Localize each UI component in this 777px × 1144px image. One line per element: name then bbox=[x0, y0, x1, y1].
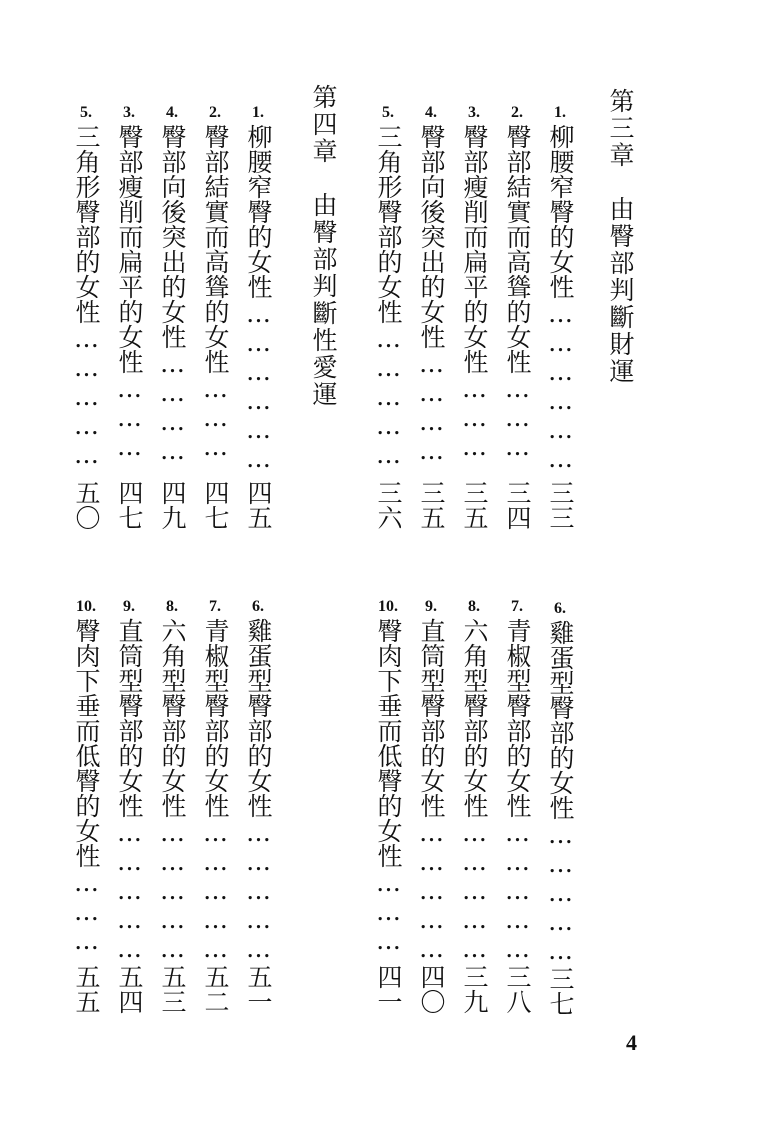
toc-entry[interactable]: 2. 臀部結實而高聳的女性……… 四七 bbox=[201, 104, 230, 530]
toc-entry[interactable]: 10. 臀肉下垂而低臀的女性……… 五五 bbox=[72, 598, 101, 1014]
toc-entry[interactable]: 9. 直筒型臀部的女性…………… 五四 bbox=[115, 598, 144, 1014]
toc-entry[interactable]: 7. 青椒型臀部的女性…………… 五二 bbox=[201, 598, 230, 1014]
toc-entry[interactable]: 10. 臀肉下垂而低臀的女性……… 四一 bbox=[374, 598, 403, 1014]
toc-entry[interactable]: 6. 雞蛋型臀部的女性…………… 五一 bbox=[244, 598, 273, 1014]
toc-entry[interactable]: 8. 六角型臀部的女性…………… 五三 bbox=[158, 598, 187, 1014]
toc-entry[interactable]: 9. 直筒型臀部的女性…………… 四〇 bbox=[417, 598, 446, 1014]
toc-entry[interactable]: 4. 臀部向後突出的女性………… 四九 bbox=[158, 104, 187, 530]
toc-entry[interactable]: 5. 三角形臀部的女性…………… 三六 bbox=[374, 104, 403, 530]
toc-entry[interactable]: 7. 青椒型臀部的女性…………… 三八 bbox=[503, 598, 532, 1014]
toc-entry[interactable]: 8. 六角型臀部的女性…………… 三九 bbox=[460, 598, 489, 1014]
toc-entry[interactable]: 6. 雞蛋型臀部的女性…………… 三七 bbox=[546, 600, 575, 1016]
page-number: 4 bbox=[626, 1030, 637, 1055]
toc-entry[interactable]: 2. 臀部結實而高聳的女性……… 三四 bbox=[503, 104, 532, 530]
toc-entry[interactable]: 1. 柳腰窄臀的女性……………… 四五 bbox=[244, 104, 273, 530]
toc-entry[interactable]: 4. 臀部向後突出的女性………… 三五 bbox=[417, 104, 446, 530]
toc-entry[interactable]: 5. 三角形臀部的女性…………… 五〇 bbox=[72, 104, 101, 530]
toc-page: 第三章 由臀部判斷財運 1. 柳腰窄臀的女性……………… 三三 2. 臀部結實而高聳的女性……… 三四 3. 臀部瘦削而扁平的女性……… 三五 4. 臀部向後突出的女性………… 三五 5. 三角形臀部的女性…………… 三六 第四章 由臀部判斷性愛運 1. 柳腰窄臀的女性……………… 四五 2. 臀部結實而高聳的女性……… 四七 4. 臀部向後突出的女性………… 四九 3. 臀部瘦削而扁平的女性……… 四七 5. 三角形臀部的女性…………… 五〇 6. 雞蛋型臀部的女性…………… 三七 7. 青椒型臀部的女性…………… 三八 8. 六角型臀部的女性…………… 三九 9. 直筒型臀部的女性…………… 四〇 10. 臀肉下垂而低臀的女性……… 四一 6. 雞蛋型臀部的女性…………… 五一 7. 青椒型臀部的女性…………… 五二 8. 六角型臀部的女性…………… 五三 9. 直筒型臀部的女性…………… 五四 10. 臀肉下垂而低臀的女性……… 五五 4 bbox=[0, 0, 777, 1144]
toc-entry[interactable]: 3. 臀部瘦削而扁平的女性……… 四七 bbox=[115, 104, 144, 530]
toc-entry[interactable]: 1. 柳腰窄臀的女性……………… 三三 bbox=[546, 104, 575, 530]
toc-entry[interactable]: 3. 臀部瘦削而扁平的女性……… 三五 bbox=[460, 104, 489, 530]
